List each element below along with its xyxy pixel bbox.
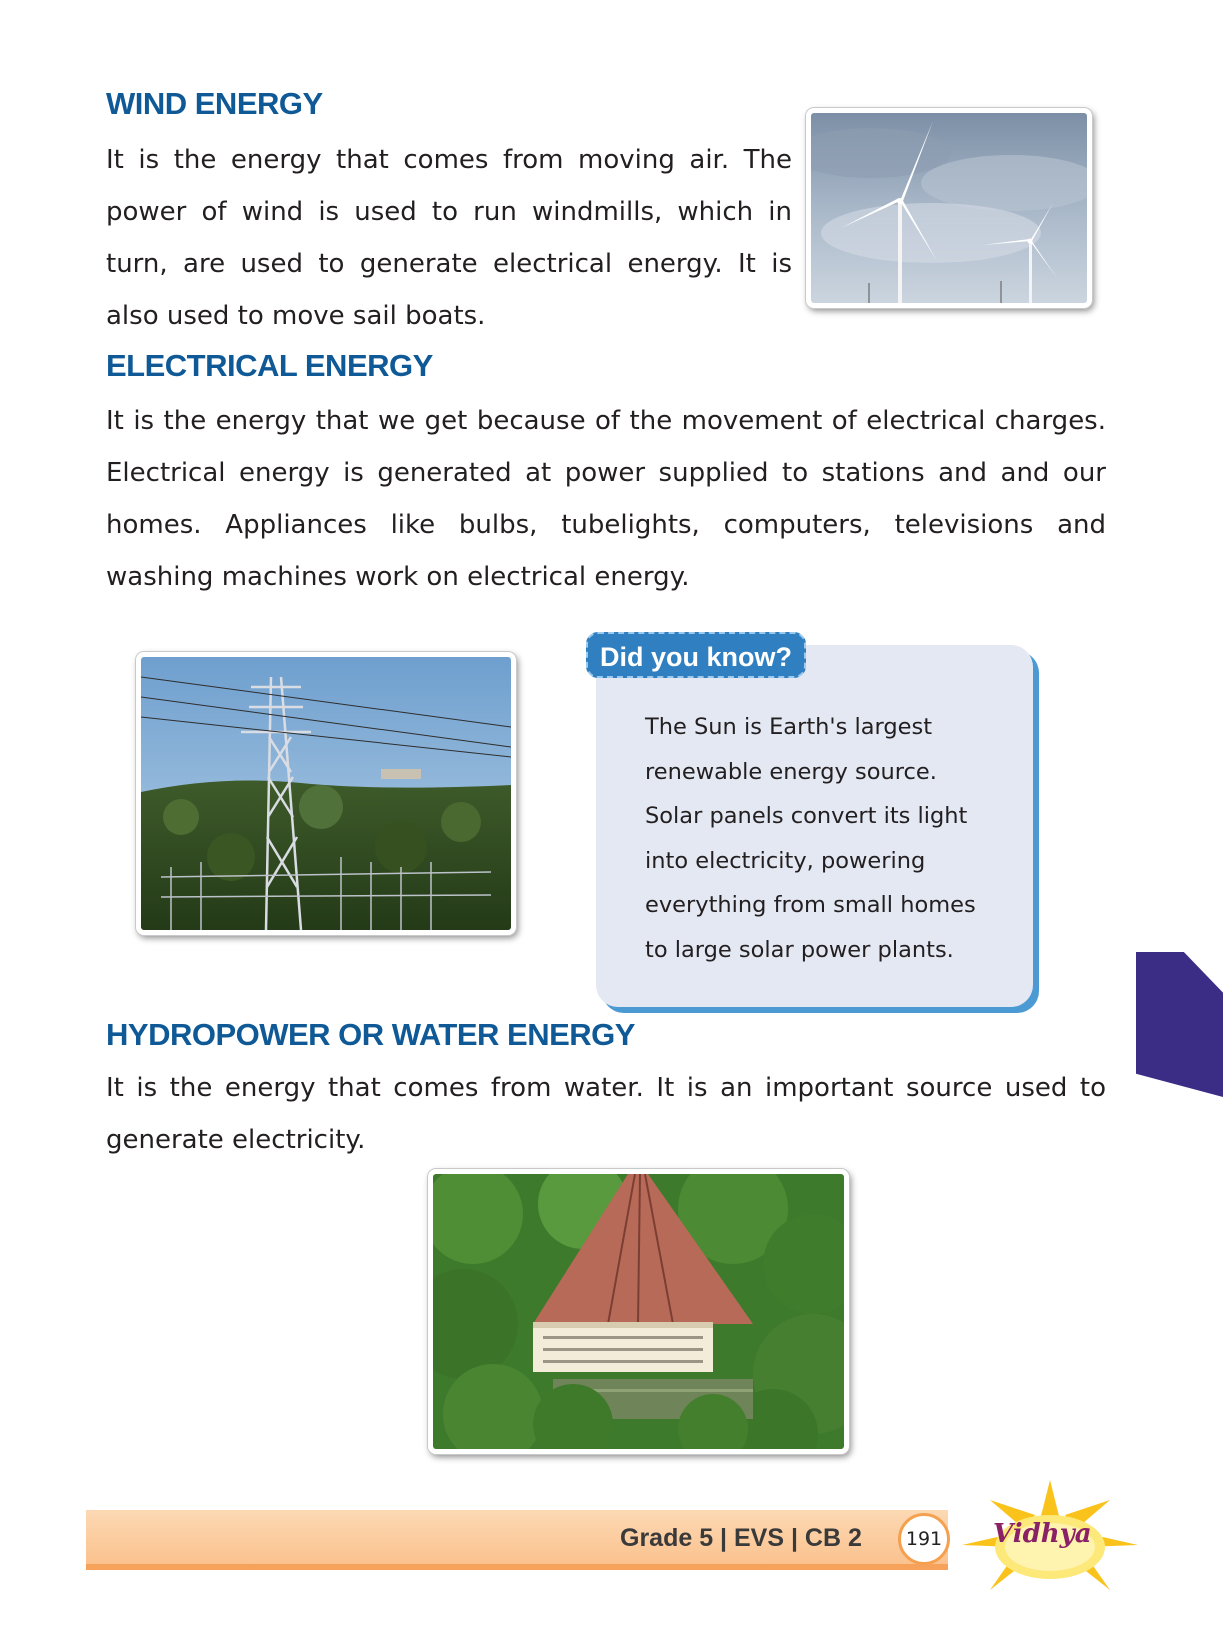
heading-electrical-energy: ELECTRICAL ENERGY — [106, 348, 433, 383]
power-tower-photo — [136, 652, 516, 935]
did-you-know-text — [645, 705, 1015, 972]
did-you-know-label: Did you know? — [586, 632, 806, 678]
paragraph-electrical-energy: It is the energy that we get because of the movement of electrical charges. Electrical energy is generated at power supplied to stations and and our homes. Appliances like bulbs, tubelights, computers, televisions and washing machines work on electrical energy. — [106, 406, 1106, 592]
vidhya-brand-text: Vidhya — [993, 1519, 1092, 1549]
paragraph-hydropower: It is the energy that comes from water. It is an important source used to generate electricity. — [106, 1073, 1106, 1155]
did-you-know-line: into electricity, powering — [645, 847, 926, 874]
chapter-side-tab — [1136, 952, 1223, 1097]
did-you-know-line: everything from small homes — [645, 892, 976, 918]
heading-wind-energy: WIND ENERGY — [106, 86, 323, 121]
hydropower-plant-photo — [428, 1169, 849, 1454]
footer-grade-label: Grade 5 | EVS | CB 2 — [620, 1524, 862, 1552]
did-you-know-line: to large solar power plants. — [645, 936, 954, 963]
paragraph-wind-energy: It is the energy that comes from moving air. The power of wind is used to run windmills, which in turn, are used to generate electrical energy. It is also used to move sail boats. — [106, 145, 792, 331]
page-number: 191 — [898, 1513, 950, 1565]
did-you-know-line: renewable energy source. — [645, 758, 937, 785]
wind-turbines-photo — [806, 108, 1092, 308]
heading-hydropower: HYDROPOWER OR WATER ENERGY — [106, 1017, 635, 1052]
did-you-know-line: Solar panels convert its light — [645, 803, 968, 829]
did-you-know-line: The Sun is Earth's largest — [645, 714, 933, 740]
